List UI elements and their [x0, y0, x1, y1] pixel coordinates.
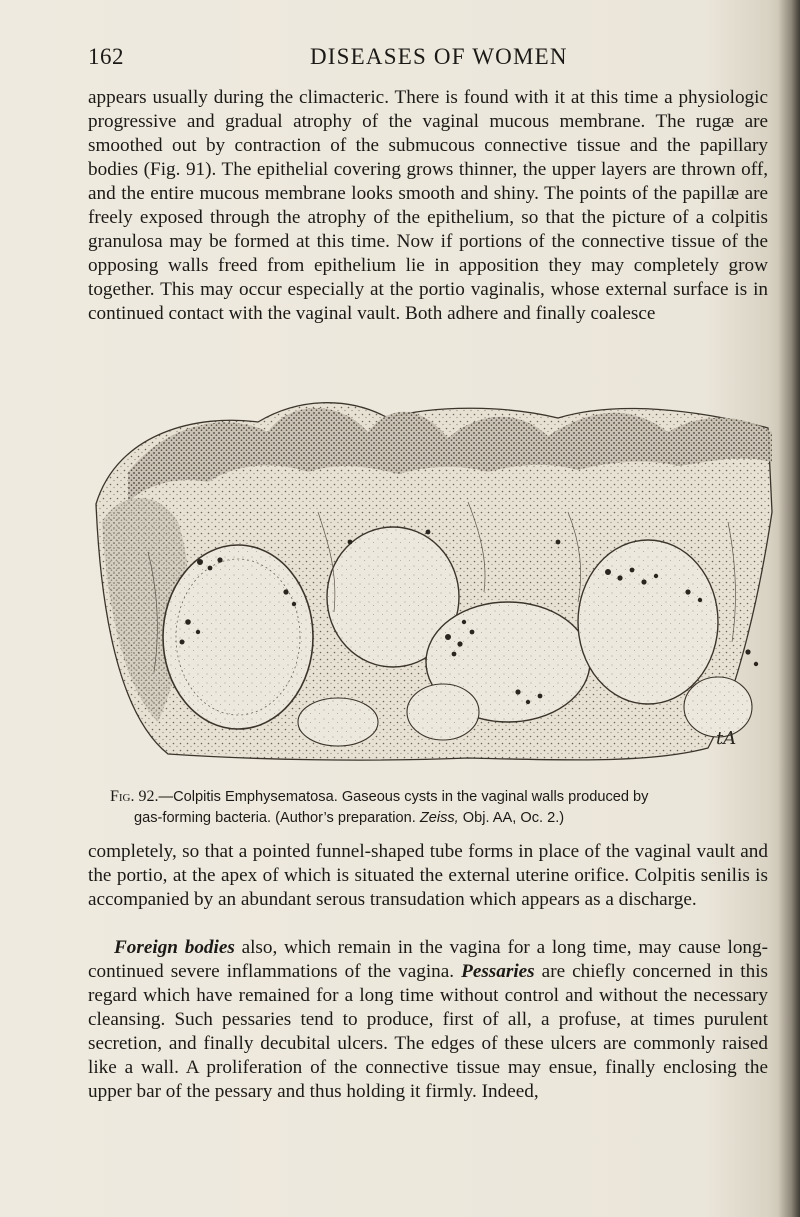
gas-cyst	[163, 545, 313, 729]
gas-cyst	[298, 698, 378, 746]
page-header	[88, 44, 768, 74]
paragraph-foreign-bodies	[88, 936, 768, 1104]
figure-title: —Colpitis Emphysematosa. Gaseous cysts in the vaginal walls produced by	[158, 789, 649, 805]
paragraph-foreign-text2: are chiefly concerned in this regard which have remained for a long time without control and without the necessary cleansing. Such pessaries tend to produce, first of all, a profuse, at times purulent secretion, and finally decubital ulcers. The edges of these ulcers are commonly raised like a wall. A proliferation of the connective tissue may ensue, finally enclosing the upper bar of the pessary and thus holding it firmly. Indeed,	[88, 961, 768, 1102]
gas-cyst	[578, 540, 718, 704]
page-edge-shadow	[778, 0, 800, 1217]
keyword-pessaries: Pessaries	[461, 961, 535, 982]
figure-label: Fig. 92.	[110, 788, 159, 805]
figure-source-italic: Zeiss,	[419, 810, 459, 826]
running-title: DISEASES OF WOMEN	[310, 44, 568, 69]
gas-cyst	[407, 684, 479, 740]
figure-source: gas-forming bacteria. (Author’s preparation.	[134, 810, 420, 826]
keyword-foreign-bodies: Foreign bodies	[114, 937, 235, 958]
figure-caption-line2	[110, 808, 772, 829]
paragraph-continued: completely, so that a pointed funnel-shaped tube forms in place of the vaginal vault and the portio, at the apex of which is situated the external uterine orifice. Colpitis senilis is accompanied by an abundant serous transudation which appears as a discharge.	[88, 841, 768, 910]
figure-source-end: Obj. AA, Oc. 2.)	[458, 810, 565, 826]
figure-92-illustration	[88, 392, 776, 764]
paragraph-top: appears usually during the climacteric. There is found with it at this time a physiologic progressive and gradual atrophy of the vaginal mucous membrane. The rugæ are smoothed out by contraction of the submucous connective tissue and the papillary bodies (Fig. 91). The epithelial covering grows thinner, the upper layers are thrown off, and the entire mucous membrane looks smooth and shiny. The points of the papillæ are freely exposed through the atrophy of the epithelium, so that the picture of a colpitis granulosa may be formed at this time. Now if portions of the connective tissue of the opposing walls freed from epithelium lie in apposition they may completely grow together. This may occur especially at the portio vaginalis, whose external surface is in continued contact with the vaginal vault. Both adhere and finally coalesce	[88, 87, 768, 324]
page-number: 162	[88, 44, 124, 69]
paragraph-foreign-text1: also, which remain in the vagina for a long time, may cause long-continued severe inflammations of the vagina.	[88, 937, 768, 982]
figure-caption	[110, 786, 772, 829]
figure-lettering: tA	[716, 728, 737, 749]
